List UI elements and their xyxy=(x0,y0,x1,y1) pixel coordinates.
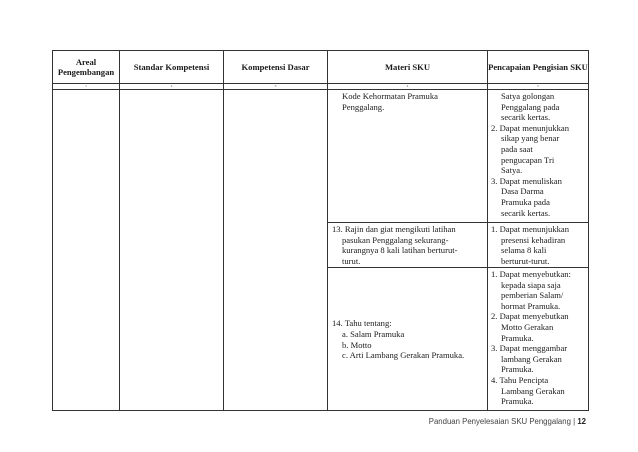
materi-line: Kode Kehormatan Pramuka xyxy=(342,91,438,101)
header-kompetensi-dasar: Kompetensi Dasar xyxy=(224,51,328,84)
column-number: 2 xyxy=(120,84,224,90)
materi-line: 13. Rajin dan giat mengikuti latihan xyxy=(332,224,456,234)
materi-sku-cell xyxy=(328,223,488,268)
materi-sku-cell xyxy=(328,90,488,223)
pencapaian-line: Pramuka. xyxy=(501,396,534,407)
pencapaian-line: hormat Pramuka. xyxy=(501,300,561,311)
pencapaian-line: 4. Tahu Pencipta xyxy=(491,374,549,385)
materi-line: kurangnya 8 kali latihan berturut- xyxy=(342,245,458,256)
materi-line: c. Arti Lambang Gerakan Pramuka. xyxy=(342,350,465,361)
column-number: 1 xyxy=(53,84,120,90)
pencapaian-line: Lambang Gerakan xyxy=(501,385,565,396)
materi-line: 14. Tahu tentang: xyxy=(332,318,392,329)
pencapaian-line: berturut-turut. xyxy=(501,255,550,266)
pencapaian-line: kepada siapa saja xyxy=(501,279,561,290)
column-number: 3 xyxy=(224,84,328,90)
pencapaian-line: 1. Dapat menunjukkan xyxy=(491,224,570,234)
pencapaian-line: 2. Dapat menunjukkan xyxy=(491,122,570,133)
areal-pengembangan-cell xyxy=(53,90,120,411)
pencapaian-line: 1. Dapat menyebutkan: xyxy=(491,269,571,279)
pencapaian-line: 3. Dapat menggambar xyxy=(491,343,568,354)
pencapaian-line: Satya. xyxy=(501,165,523,176)
kompetensi-dasar-cell xyxy=(224,90,328,411)
pencapaian-line: secarik kertas. xyxy=(501,112,551,123)
pencapaian-line: sikap yang benar xyxy=(501,133,560,144)
column-number: 4 xyxy=(328,84,488,90)
materi-line: b. Motto xyxy=(342,339,372,350)
pencapaian-cell xyxy=(488,90,589,223)
pencapaian-line: pemberian Salam/ xyxy=(501,290,564,301)
header-standar-kompetensi: Standar Kompetensi xyxy=(120,51,224,84)
pencapaian-line: 2. Dapat menyebutkan xyxy=(491,311,569,322)
standar-kompetensi-cell xyxy=(120,90,224,411)
materi-line: pasukan Penggalang sekurang- xyxy=(342,234,449,245)
pencapaian-line: Dasa Darma xyxy=(501,186,544,197)
pencapaian-line: lambang Gerakan xyxy=(501,353,562,364)
pencapaian-line: presensi kehadiran xyxy=(501,234,566,245)
table-header-row xyxy=(53,51,589,84)
pencapaian-line: pengucapan Tri xyxy=(501,154,555,165)
pencapaian-line: Pramuka. xyxy=(501,332,534,343)
sku-table xyxy=(52,50,589,411)
pencapaian-line: secarik kertas. xyxy=(501,207,551,218)
header-materi-sku: Materi SKU xyxy=(328,51,488,84)
pencapaian-line: 3. Dapat menuliskan xyxy=(491,175,562,186)
pencapaian-line: Motto Gerakan xyxy=(501,321,554,332)
materi-line: Penggalang. xyxy=(342,101,385,112)
pencapaian-line: Penggalang pada xyxy=(501,101,560,112)
materi-line: a. Salam Pramuka xyxy=(342,328,405,339)
pencapaian-cell xyxy=(488,223,589,268)
pencapaian-line: Pramuka. xyxy=(501,364,534,375)
page-footer xyxy=(429,417,586,426)
table-row xyxy=(53,90,589,223)
pencapaian-line: selama 8 kali xyxy=(501,245,547,256)
pencapaian-line: pada saat xyxy=(501,143,533,154)
pencapaian-cell xyxy=(488,268,589,411)
pencapaian-line: Satya golongan xyxy=(501,91,555,101)
materi-sku-cell xyxy=(328,268,488,411)
page-number: 12 xyxy=(577,417,586,426)
footer-title: Panduan Penyelesaian SKU Penggalang | xyxy=(428,417,576,426)
materi-line: turut. xyxy=(342,255,361,266)
header-pencapaian-pengisian-sku: Pencapaian Pengisian SKU xyxy=(488,51,589,84)
header-areal-pengembangan: Areal Pengembangan xyxy=(53,51,120,84)
pencapaian-line: Pramuka pada xyxy=(501,196,550,207)
column-number: 5 xyxy=(488,84,589,90)
